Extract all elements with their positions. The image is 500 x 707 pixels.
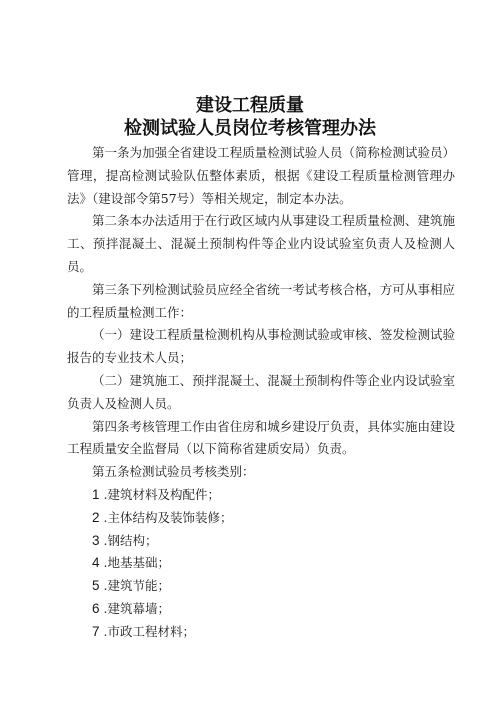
article-1: 第一条为加强全省建设工程质量检测试验人员（简称检测试验员）管理，提高检测试验队伍整体素质，根据《建设工程质量检测管理办法》（建设部令第57号）等相关规定，制定本办法。 — [67, 145, 455, 206]
category-list — [67, 484, 455, 644]
category-text: .市政工程材料； — [103, 623, 195, 639]
document-title-line1: 建设工程质量 — [196, 95, 304, 116]
category-text: .地基基础； — [103, 555, 170, 571]
category-number: 6 — [92, 600, 100, 616]
category-item — [67, 552, 455, 575]
article-3-item-1: （一）建设工程质量检测机构从事检测试验或审核、签发检测试验报告的专业技术人员； — [67, 327, 455, 366]
category-number: 1 — [92, 486, 100, 502]
article-5: 第五条检测试验员考核类别： — [92, 464, 255, 480]
article-2: 第二条本办法适用于在行政区域内从事建设工程质量检测、建筑施工、预拌混凝土、混凝土预制构件等企业内设试验室负责人及检测人员。 — [67, 213, 455, 274]
article-3-item-2: （二）建筑施工、预拌混凝土、混凝土预制构件等企业内设试验室负责人及检测人员。 — [67, 372, 455, 411]
category-item — [67, 530, 455, 553]
article-4: 第四条考核管理工作由省住房和城乡建设厅负责，具体实施由建设工程质量安全监督局（以下简称省建质安局）负责。 — [67, 418, 455, 457]
category-item — [67, 598, 455, 621]
category-number: 2 — [92, 509, 100, 525]
document-body — [67, 142, 455, 644]
category-number: 7 — [92, 623, 100, 639]
category-number: 4 — [92, 555, 100, 571]
category-text: .建筑节能； — [103, 578, 170, 594]
category-text: .建筑材料及构配件； — [103, 486, 220, 502]
category-text: .钢结构； — [103, 532, 158, 548]
category-number: 3 — [92, 532, 100, 548]
category-number: 5 — [92, 578, 100, 594]
category-text: .主体结构及装饰装修； — [103, 509, 233, 525]
category-item — [67, 484, 455, 507]
category-item — [67, 575, 455, 598]
category-text: .建筑幕墙； — [103, 600, 170, 616]
document-title-line2: 检测试验人员岗位考核管理办法 — [124, 118, 376, 139]
category-item — [67, 507, 455, 530]
article-3: 第三条下列检测试验员应经全省统一考试考核合格，方可从事相应的工程质量检测工作： — [67, 281, 455, 320]
category-item — [67, 621, 455, 644]
